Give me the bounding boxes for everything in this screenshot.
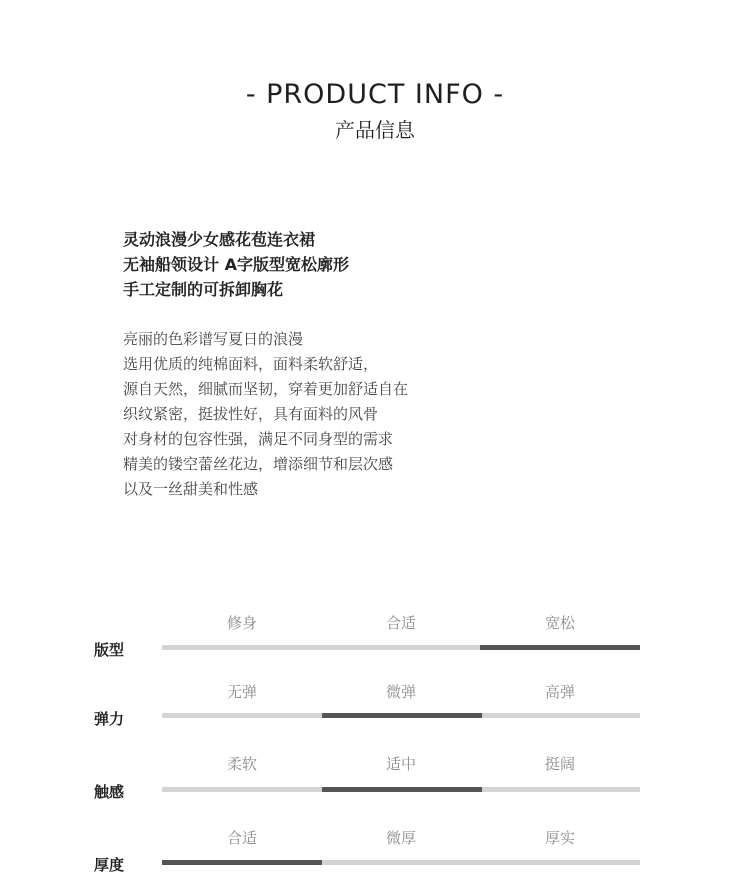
scale-option: 微弹 [385, 683, 416, 701]
scale-track [162, 860, 640, 865]
scale-label: 弹力 [94, 710, 125, 728]
scale-option: 微厚 [385, 829, 416, 847]
scale-selected-segment [162, 860, 322, 865]
scale-track [162, 713, 640, 718]
scale-option: 适中 [385, 755, 416, 773]
scale-option: 厚实 [544, 829, 575, 847]
scale-selected-segment [322, 713, 482, 718]
scale-option: 合适 [385, 614, 416, 632]
scale-option: 挺阔 [544, 755, 575, 773]
highlight-line: 无袖船领设计 A字版型宽松廓形 [123, 255, 349, 274]
description-line: 对身材的包容性强，满足不同身型的需求 [123, 430, 394, 448]
scale-label: 厚度 [94, 856, 125, 874]
description-line: 精美的镂空蕾丝花边，增添细节和层次感 [123, 455, 394, 473]
page-title: - PRODUCT INFO - [245, 79, 505, 110]
scale-label: 触感 [94, 783, 125, 801]
highlight-line: 手工定制的可拆卸胸花 [123, 280, 284, 299]
scale-option: 柔软 [226, 755, 257, 773]
description-line: 源自天然，细腻而坚韧，穿着更加舒适自在 [123, 380, 409, 398]
product-highlights [123, 227, 349, 302]
product-description [123, 327, 408, 502]
scale-label: 版型 [94, 641, 125, 659]
scale-selected-segment [480, 645, 640, 650]
description-line: 织纹紧密，挺拔性好，具有面料的风骨 [123, 405, 379, 423]
scale-option: 宽松 [544, 614, 575, 632]
highlight-line: 灵动浪漫少女感花苞连衣裙 [123, 230, 316, 249]
scale-option: 无弹 [226, 683, 257, 701]
scale-selected-segment [322, 787, 482, 792]
description-line: 亮丽的色彩谱写夏日的浪漫 [123, 330, 304, 348]
scale-option: 合适 [226, 829, 257, 847]
scale-option: 修身 [226, 614, 257, 632]
description-line: 以及一丝甜美和性感 [123, 480, 259, 498]
scale-option: 高弹 [544, 683, 575, 701]
page-subtitle: 产品信息 [335, 118, 415, 142]
description-line: 选用优质的纯棉面料，面料柔软舒适， [123, 355, 379, 373]
scale-track [162, 787, 640, 792]
product-info-header [0, 76, 750, 144]
scale-track [162, 645, 640, 650]
